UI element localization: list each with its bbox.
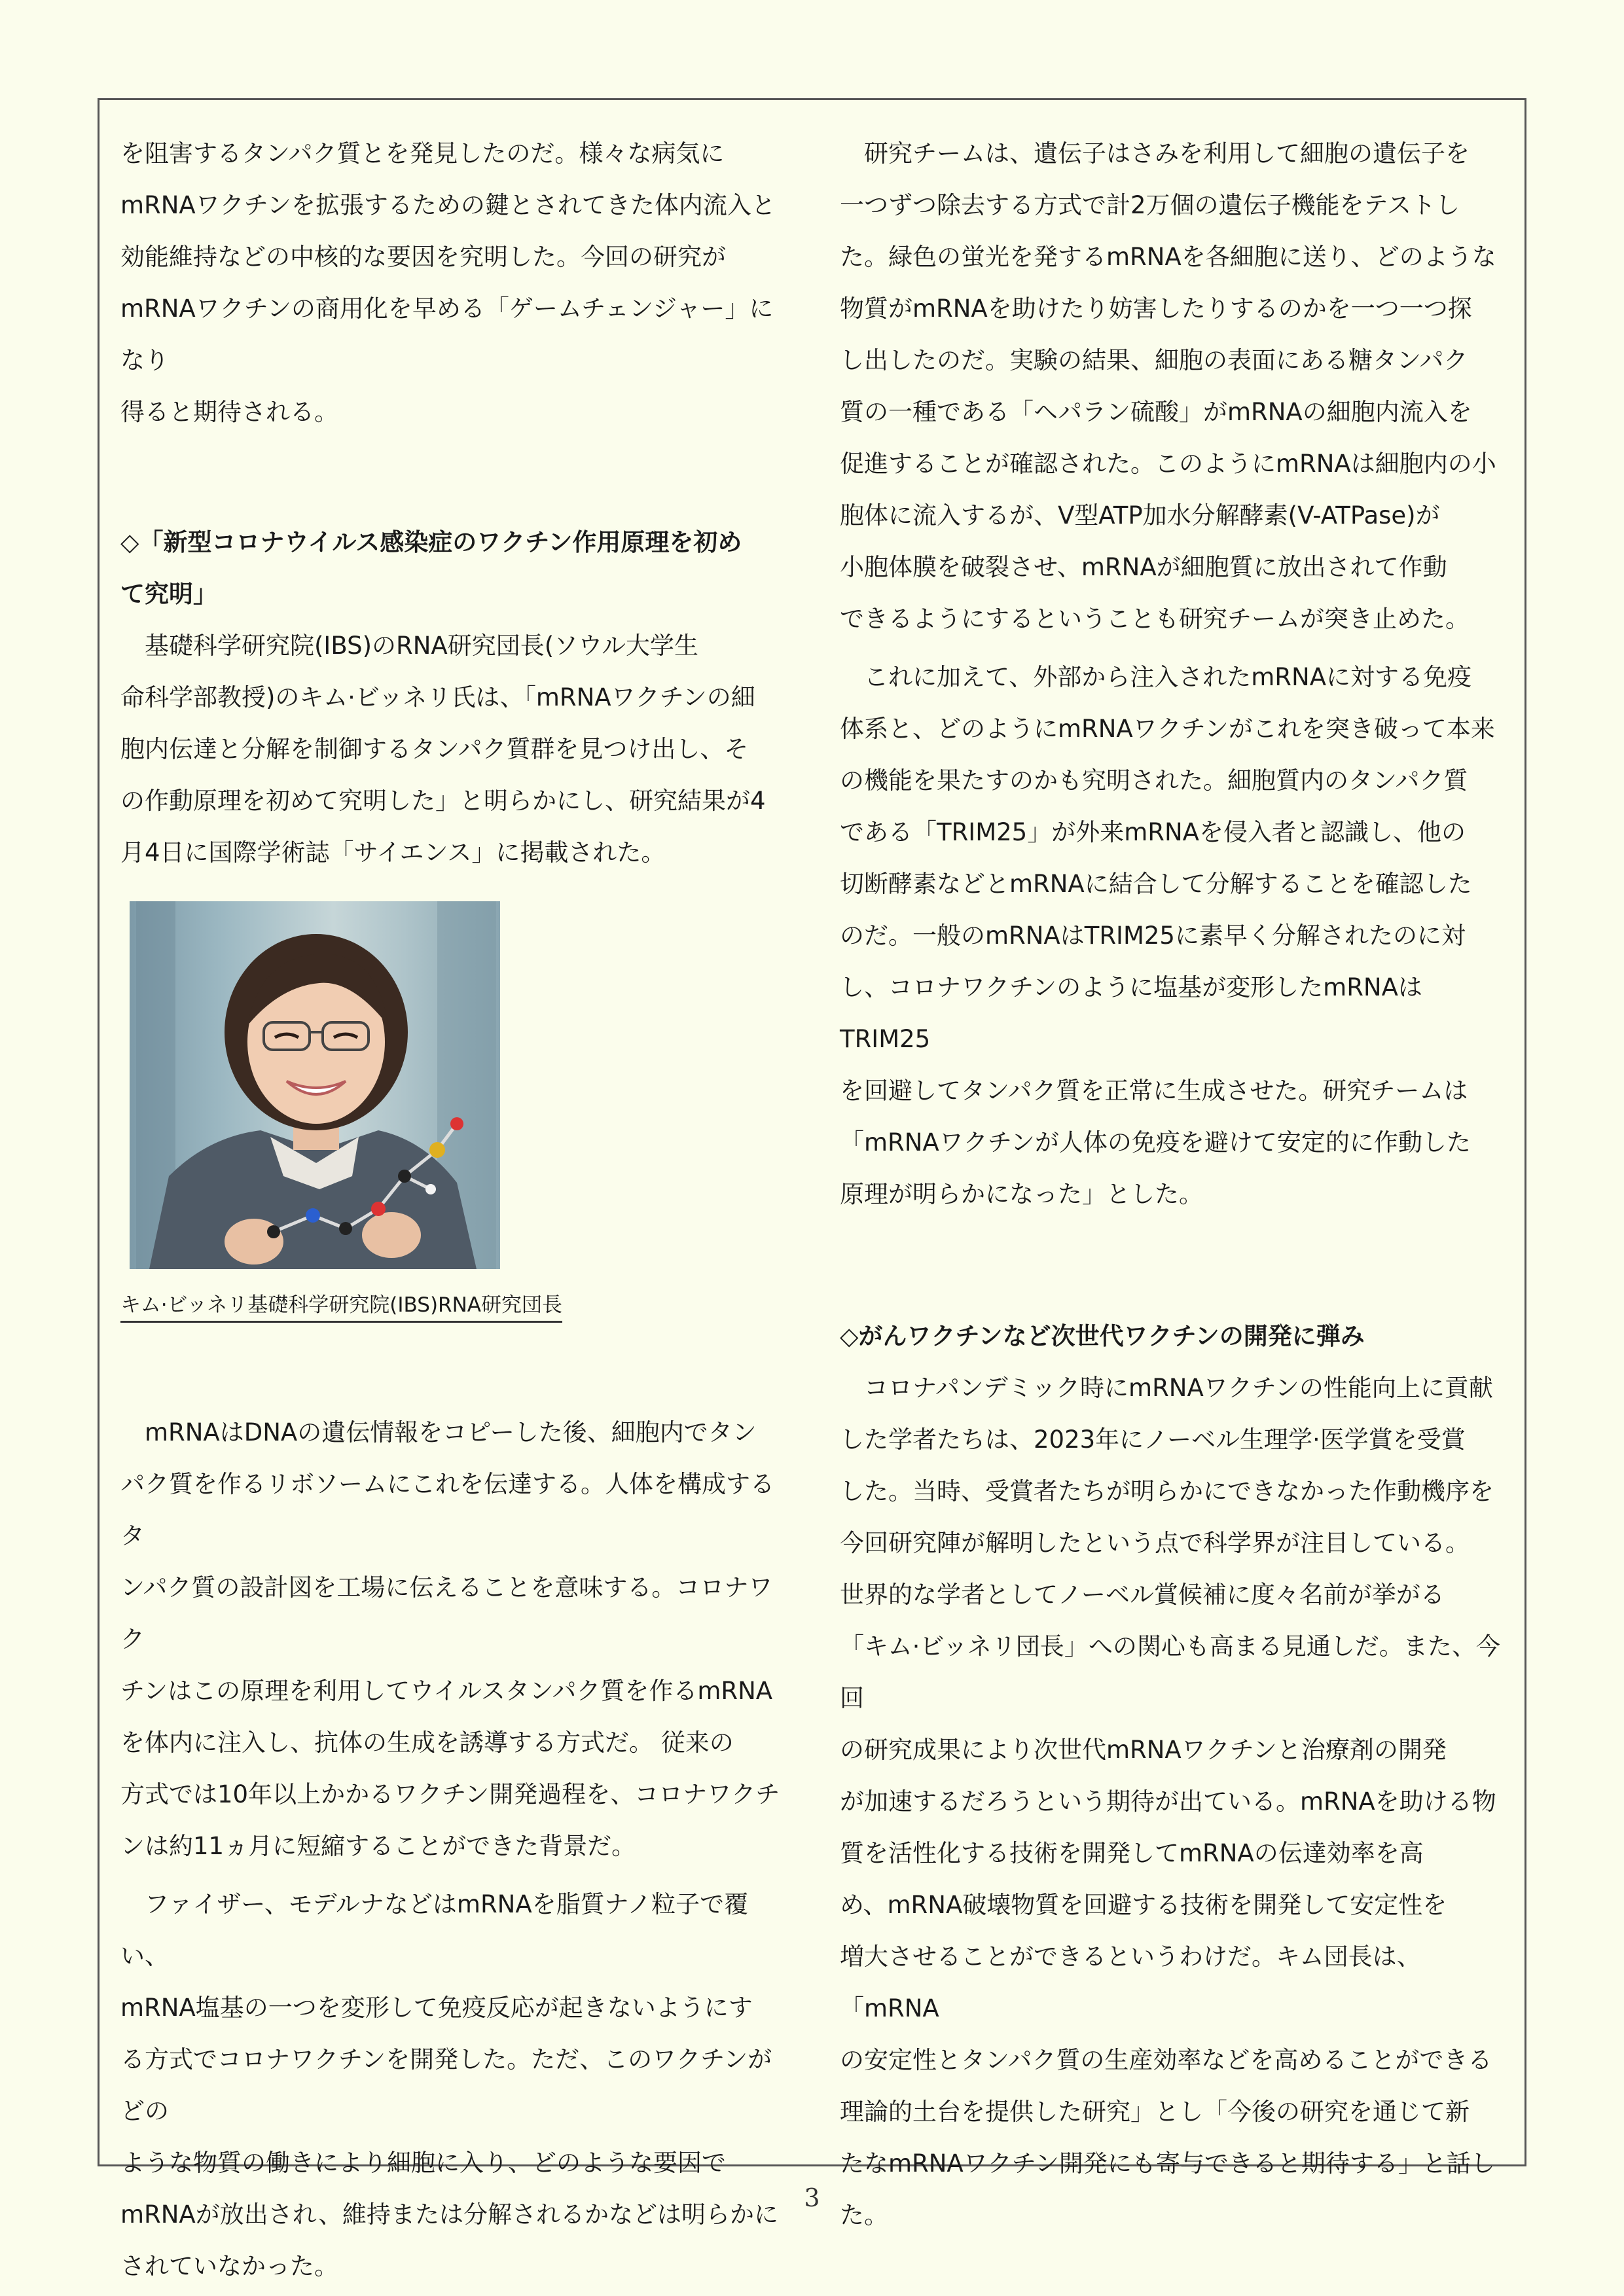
portrait-photo [130, 901, 500, 1269]
body-paragraph: 基礎科学研究院(IBS)のRNA研究団長(ソウル大学生 命科学部教授)のキム·ビッネリ氏は、「mRNAワクチンの細 胞内伝達と分解を制御するタンパク質群を見つけ出し、そ の作動原理を初めて究明した」と明らかにし、研究結果が4 月4日に国際学術誌「サイエンス」に掲載された。 [120, 632, 766, 867]
body-paragraph: コロナパンデミック時にmRNAワクチンの性能向上に貢献 した学者たちは、2023年にノーベル生理学·医学賞を受賞 した。当時、受賞者たちが明らかにできなかった作動機序を 今回研究陣が解明したという点で科学界が注目している。 世界的な学者としてノーベル賞候補に度々名前が挙がる 「キム·ビッネリ団長」への関心も高まる見通しだ。また、今回 の研究成果により次世代mRNAワクチンと治療剤の開発 が加速するだろうという期待が出ている。mRNAを助ける物 質を活性化する技術を開発してmRNAの伝達効率を高 め、mRNA破壊物質を回避する技術を開発して安定性を 増大させることができるというわけだ。キム団長は、「mRNA の安定性とタンパク質の生産効率などを高めることができる 理論的土台を提供した研究」とし「今後の研究を通じて新 たなmRNAワクチン開発にも寄与できると期待する」と話し た。 [840, 1374, 1500, 2229]
left-column [120, 128, 785, 2292]
right-column [840, 128, 1501, 2241]
section-heading-1: ◇「新型コロナウイルス感染症のワクチン作用原理を初め て究明」 [120, 528, 742, 608]
body-paragraph: 研究チームは、遺伝子はさみを利用して細胞の遺伝子を 一つずつ除去する方式で計2万個の遺伝子機能をテストし た。緑色の蛍光を発するmRNAを各細胞に送り、どのような 物質がmRNAを助けたり妨害したりするのかを一つ一つ探 し出したのだ。実験の結果、細胞の表面にある糖タンパク 質の一種である「ヘパラン硫酸」がmRNAの細胞内流入を 促進することが確認された。このようにmRNAは細胞内の小 胞体に流入するが、V型ATP加水分解酵素(V-ATPase)が 小胞体膜を破裂させ、mRNAが細胞質に放出されて作動 できるようにするということも研究チームが突き止めた。 [840, 139, 1496, 633]
body-paragraph: これに加えて、外部から注入されたmRNAに対する免疫 体系と、どのようにmRNAワクチンがこれを突き破って本来 の機能を果たすのかも究明された。細胞質内のタンパク質 である「TRIM25」が外来mRNAを侵入者と認識し、他の 切断酵素などとmRNAに結合して分解することを確認した のだ。一般のmRNAはTRIM25に素早く分解されたのに対 し、コロナワクチンのように塩基が変形したmRNAはTRIM25 を回避してタンパク質を正常に生成させた。研究チームは 「mRNAワクチンが人体の免疫を避けて安定的に作動した 原理が明らかになった」とした。 [840, 663, 1495, 1208]
body-paragraph: ファイザー、モデルナなどはmRNAを脂質ナノ粒子で覆い、 mRNA塩基の一つを変形して免疫反応が起きないようにす る方式でコロナワクチンを開発した。ただ、このワクチンがどの ような物質の働きにより細胞に入り、どのような要因で mRNAが放出され、維持または分解されるかなどは明らかに されていなかった。 [120, 1890, 778, 2280]
intro-paragraph: を阻害するタンパク質とを発見したのだ。様々な病気に mRNAワクチンを拡張するための鍵とされてきた体内流入と 効能維持などの中核的な要因を究明した。今回の研究が mRNAワクチンの商用化を早める「ゲームチェンジャー」になり 得ると期待される。 [120, 139, 776, 426]
body-paragraph: mRNAはDNAの遺伝情報をコピーした後、細胞内でタン パク質を作るリボソームにこれを伝達する。人体を構成するタ ンパク質の設計図を工場に伝えることを意味する。コロナワク チンはこの原理を利用してウイルスタンパク質を作るmRNA を体内に注入し、抗体の生成を誘導する方式だ。 従来の 方式では10年以上かかるワクチン開発過程を、コロナワクチ ンは約11ヵ月に短縮することができた背景だ。 [120, 1418, 780, 1860]
photo-caption: キム·ビッネリ基礎科学研究院(IBS)RNA研究団長 [120, 1292, 562, 1323]
page-number: 3 [804, 2183, 820, 2212]
section-heading-2: ◇がんワクチンなど次世代ワクチンの開発に弾み [840, 1322, 1365, 1350]
